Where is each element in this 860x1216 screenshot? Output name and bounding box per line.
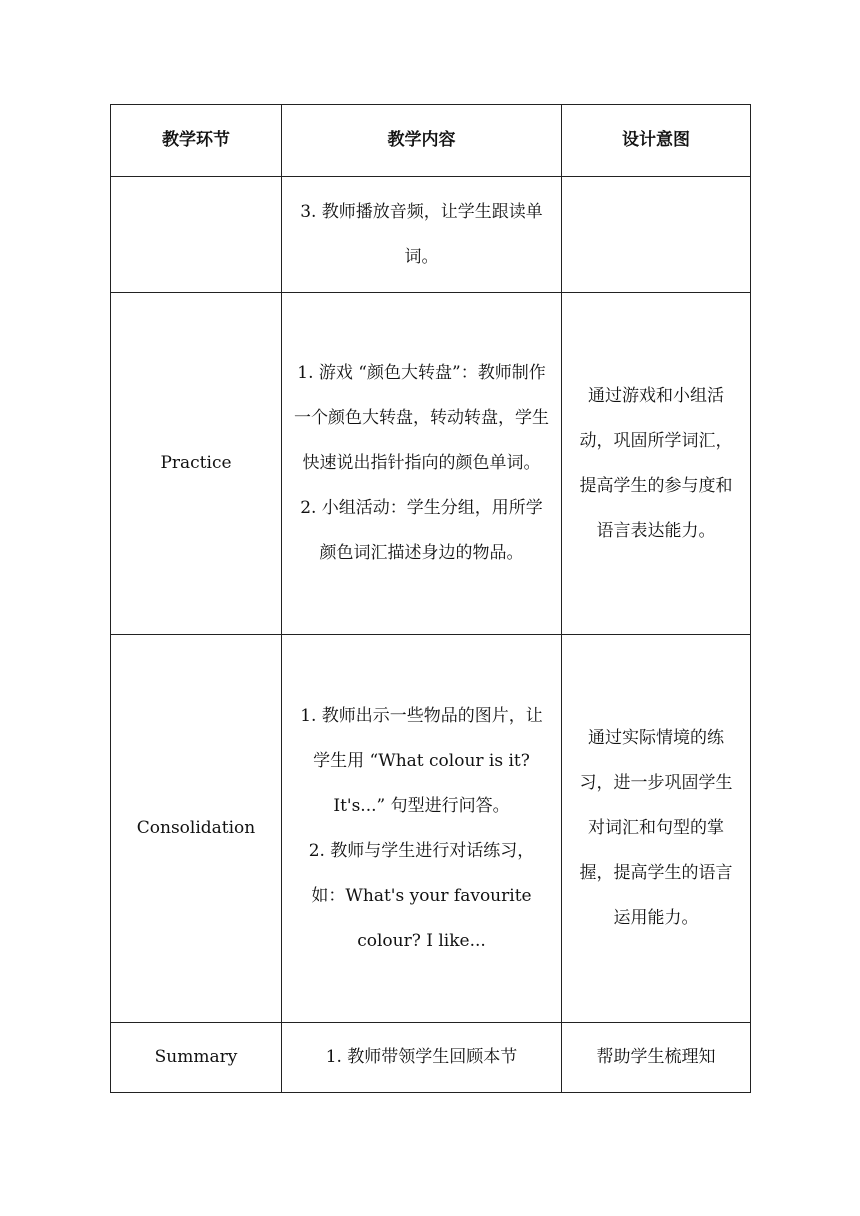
table-row	[111, 177, 751, 293]
content-item: 3. 教师播放音频，让学生跟读单词。	[300, 201, 543, 267]
table-header-row	[111, 105, 751, 177]
header-content: 教学内容	[282, 105, 562, 177]
content-item: 1. 教师带领学生回顾本节	[325, 1047, 518, 1067]
content-cell	[282, 1023, 562, 1093]
intent-cell	[562, 177, 751, 293]
content-item: 2. 小组活动：学生分组，用所学颜色词汇描述身边的物品。	[300, 498, 543, 563]
intent-cell: 通过实际情境的练习，进一步巩固学生对词汇和句型的掌握，提高学生的语言运用能力。	[562, 635, 751, 1023]
intent-cell: 通过游戏和小组活动，巩固所学词汇，提高学生的参与度和语言表达能力。	[562, 293, 751, 635]
stage-cell: Consolidation	[111, 635, 282, 1023]
intent-cell: 帮助学生梳理知	[562, 1023, 751, 1093]
content-item: 2. 教师与学生进行对话练习，如：What's your favourite colour? I like...	[308, 840, 535, 951]
stage-cell	[111, 177, 282, 293]
content-cell	[282, 177, 562, 293]
content-cell	[282, 293, 562, 635]
content-item: 1. 教师出示一些物品的图片，让学生用 “What colour is it? It's...” 句型进行问答。	[300, 705, 543, 816]
content-item: 1. 游戏 “颜色大转盘”：教师制作一个颜色大转盘，转动转盘，学生快速说出指针指向的颜色单词。	[294, 363, 549, 473]
table-row	[111, 293, 751, 635]
content-cell	[282, 635, 562, 1023]
stage-cell: Practice	[111, 293, 282, 635]
table-row	[111, 635, 751, 1023]
header-stage: 教学环节	[111, 105, 282, 177]
stage-cell: Summary	[111, 1023, 282, 1093]
header-intent: 设计意图	[562, 105, 751, 177]
table-row	[111, 1023, 751, 1093]
lesson-plan-table	[110, 104, 751, 1093]
